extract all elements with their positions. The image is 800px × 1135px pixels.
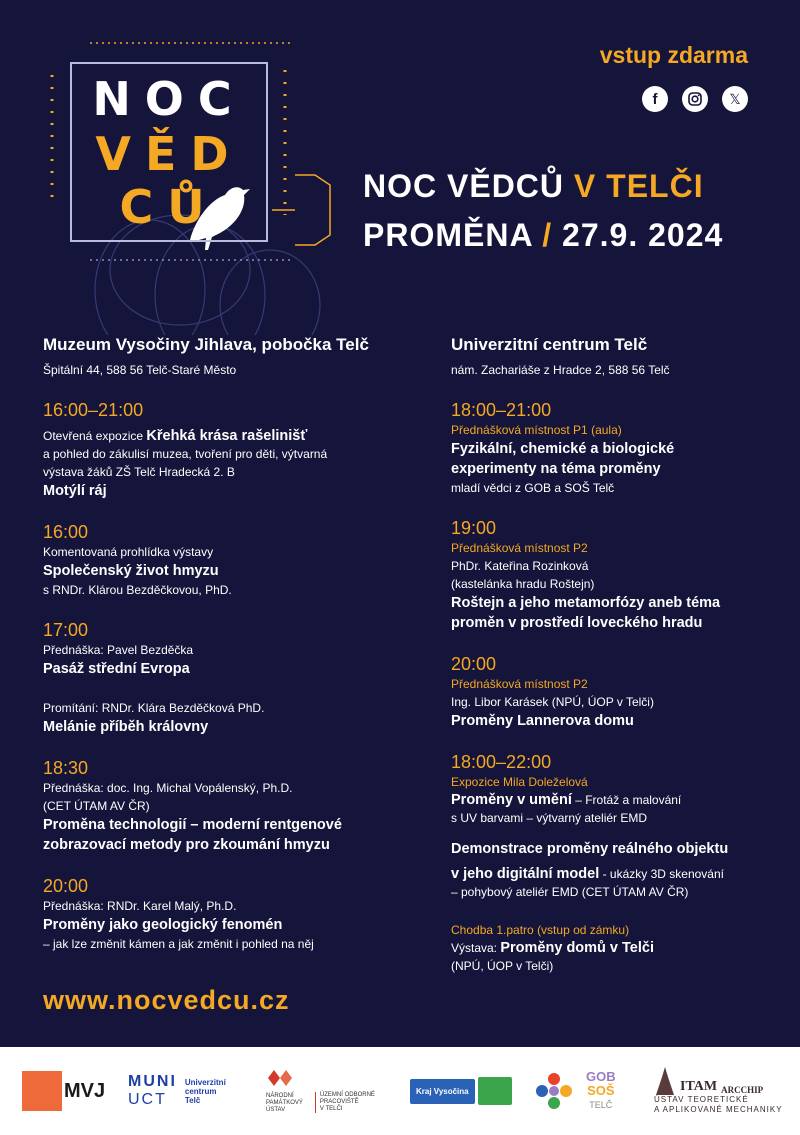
- event-title: Proměny v umění: [451, 792, 572, 808]
- event-title: Společenský život hmyzu: [43, 563, 219, 579]
- event-type: Přednáška: doc. Ing. Michal Vopálenský, Ph.D.: [43, 781, 293, 795]
- event-line: [43, 427, 413, 445]
- event-speaker: PhDr. Kateřina Rozinková: [451, 559, 589, 573]
- event-org: (CET ÚTAM AV ČR): [43, 799, 150, 813]
- event-title: Demonstrace proměny reálného objektu: [451, 841, 729, 857]
- arcchip-text: ARCCHIP: [721, 1085, 764, 1095]
- event-time: 16:00–21:00: [43, 400, 144, 420]
- event-title: Motýlí ráj: [43, 483, 107, 499]
- event-time: 18:00–22:00: [451, 752, 552, 772]
- venue-title: Univerzitní centrum Telč: [451, 335, 648, 354]
- event-time: 18:30: [43, 758, 89, 778]
- event-room: Přednášková místnost P2: [451, 541, 588, 555]
- itam-sub-text: A APLIKOVANÉ MECHANIKY: [654, 1105, 783, 1114]
- event-line: [451, 865, 771, 883]
- event-time: 18:00–21:00: [451, 400, 552, 420]
- event-line: [451, 791, 771, 809]
- headline-place: V TELČI: [573, 168, 704, 204]
- program-right: [451, 335, 771, 975]
- event-room: Přednášková místnost P1 (aula): [451, 423, 622, 437]
- event-room: Expozice Mila Doleželová: [451, 775, 588, 789]
- headline: [363, 168, 723, 254]
- event-room: Chodba 1.patro (vstup od zámku): [451, 923, 630, 937]
- muni-uct-logo: [128, 1047, 226, 1135]
- uct-text: UCT: [128, 1091, 167, 1108]
- facebook-icon[interactable]: f: [642, 86, 668, 112]
- npu-mark-icon: [266, 1068, 296, 1088]
- event-type: Otevřená expozice: [43, 429, 147, 443]
- event-type: Výstava:: [451, 941, 501, 955]
- muni-sub-text: Telč: [184, 1095, 201, 1105]
- event-type: Přednáška: RNDr. Karel Malý, Ph.D.: [43, 899, 237, 913]
- entry-label: vstup zdarma: [599, 42, 748, 68]
- event-type: Komentovaná prohlídka výstavy: [43, 545, 214, 559]
- entry-free: [600, 42, 748, 69]
- event-org: (NPÚ, ÚOP v Telči): [451, 959, 554, 973]
- event-speaker: s RNDr. Klárou Bezděčkovou, PhD.: [43, 583, 232, 597]
- event-title: Fyzikální, chemické a biologické: [451, 441, 675, 457]
- event-description: a pohled do zákulisí muzea, tvoření pro děti, výtvarná výstava žáků ZŠ Telč Hradecká 2. B: [43, 447, 328, 479]
- gob-text: TELČ: [589, 1100, 613, 1110]
- muni-text: MUNI: [128, 1073, 177, 1090]
- venue-title: Muzeum Vysočiny Jihlava, pobočka Telč: [43, 335, 369, 354]
- event-speaker: mladí vědci z GOB a SOŠ Telč: [451, 481, 615, 495]
- event-title: Proměny domů v Telči: [500, 940, 654, 956]
- npu-text: PRACOVIŠTĚ: [319, 1098, 359, 1105]
- event-title: v jeho digitální model: [451, 866, 600, 882]
- event-description: s UV barvami – výtvarný ateliér EMD: [451, 811, 648, 825]
- event-time: 17:00: [43, 620, 89, 640]
- event-description: – pohybový ateliér EMD (CET ÚTAM AV ČR): [451, 885, 689, 899]
- npu-text: ÚZEMNÍ ODBORNÉ: [319, 1091, 375, 1098]
- event-title: Proměny Lannerova domu: [451, 713, 634, 729]
- mvj-text: MVJ: [64, 1079, 106, 1102]
- muni-sub-text: centrum: [184, 1086, 217, 1096]
- venue-address: nám. Zachariáše z Hradce 2, 588 56 Telč: [451, 363, 670, 377]
- npu-text: V TELČI: [319, 1105, 343, 1112]
- itam-tower-icon: [654, 1067, 676, 1095]
- gob-sos-logo: [530, 1047, 616, 1135]
- event-title: Pasáž střední Evropa: [43, 661, 190, 677]
- sponsor-footer: [0, 1047, 800, 1135]
- event-time: 20:00: [451, 654, 497, 674]
- website-link[interactable]: www.nocvedcu.cz: [43, 985, 290, 1015]
- program-left: [43, 335, 413, 953]
- npu-text: PAMÁTKOVÝ: [266, 1100, 303, 1106]
- event-title: proměn v prostředí loveckého hradu: [451, 615, 703, 631]
- event-time: 16:00: [43, 522, 89, 542]
- event-title: Proměna technologií – moderní rentgenové: [43, 817, 342, 833]
- logo-word-ved: VĚD: [95, 127, 243, 181]
- event-description: – jak lze změnit kámen a jak změnit i pohled na něj: [43, 937, 314, 951]
- gob-mark-icon: [530, 1067, 578, 1115]
- event-time: 20:00: [43, 876, 89, 896]
- event-title: Roštejn a jeho metamorfózy aneb téma: [451, 595, 721, 611]
- itam-sub-text: ÚSTAV TEORETICKÉ: [654, 1095, 749, 1104]
- event-title: Křehká krása rašelinišť: [146, 428, 308, 444]
- mvj-logo: [22, 1047, 105, 1135]
- logo-word-noc: NOC: [92, 72, 246, 126]
- gob-text: SOŠ: [587, 1083, 615, 1098]
- npu-text: ÚSTAV: [266, 1107, 286, 1113]
- social-links: [642, 86, 748, 112]
- instagram-icon[interactable]: [682, 86, 708, 112]
- itam-logo: [654, 1047, 783, 1135]
- gob-text: GOB: [586, 1069, 616, 1084]
- npu-text: NÁRODNÍ: [266, 1093, 294, 1099]
- event-speaker-role: (kastelánka hradu Roštejn): [451, 577, 595, 591]
- headline-separator: /: [542, 217, 553, 253]
- event-title: zobrazovací metody pro zkoumání hmyzu: [43, 837, 330, 853]
- kraj-text: Kraj Vysočina: [410, 1079, 475, 1104]
- headline-theme: PROMĚNA: [363, 217, 543, 253]
- event-line: [451, 939, 771, 957]
- kraj-mark-icon: [478, 1077, 512, 1105]
- venue-address: Špitální 44, 588 56 Telč-Staré Město: [43, 363, 237, 377]
- event-description: – Frotáž a malování: [571, 793, 682, 807]
- event-speaker: Ing. Libor Karásek (NPÚ, ÚOP v Telči): [451, 695, 654, 709]
- event-room: Přednášková místnost P2: [451, 677, 588, 691]
- npu-logo: [266, 1047, 375, 1135]
- event-type: Přednáška: Pavel Bezděčka: [43, 643, 194, 657]
- event-title: Melánie příběh královny: [43, 719, 209, 735]
- event-title: experimenty na téma proměny: [451, 461, 661, 477]
- logo-word-cu: CŮ: [119, 180, 219, 234]
- headline-title: NOC VĚDCŮ: [363, 168, 574, 204]
- muni-sub-text: Univerzitní: [184, 1077, 226, 1087]
- itam-text: ITAM: [680, 1079, 718, 1094]
- kraj-vysocina-logo: [410, 1047, 512, 1135]
- event-time: 19:00: [451, 518, 497, 538]
- headline-date: 27.9. 2024: [552, 217, 724, 253]
- event-type: Promítání: RNDr. Klára Bezděčková PhD.: [43, 701, 265, 715]
- event-description: - ukázky 3D skenování: [599, 867, 724, 881]
- event-title: Proměny jako geologický fenomén: [43, 917, 283, 933]
- mvj-mark-icon: [22, 1071, 62, 1111]
- x-icon[interactable]: 𝕏: [722, 86, 748, 112]
